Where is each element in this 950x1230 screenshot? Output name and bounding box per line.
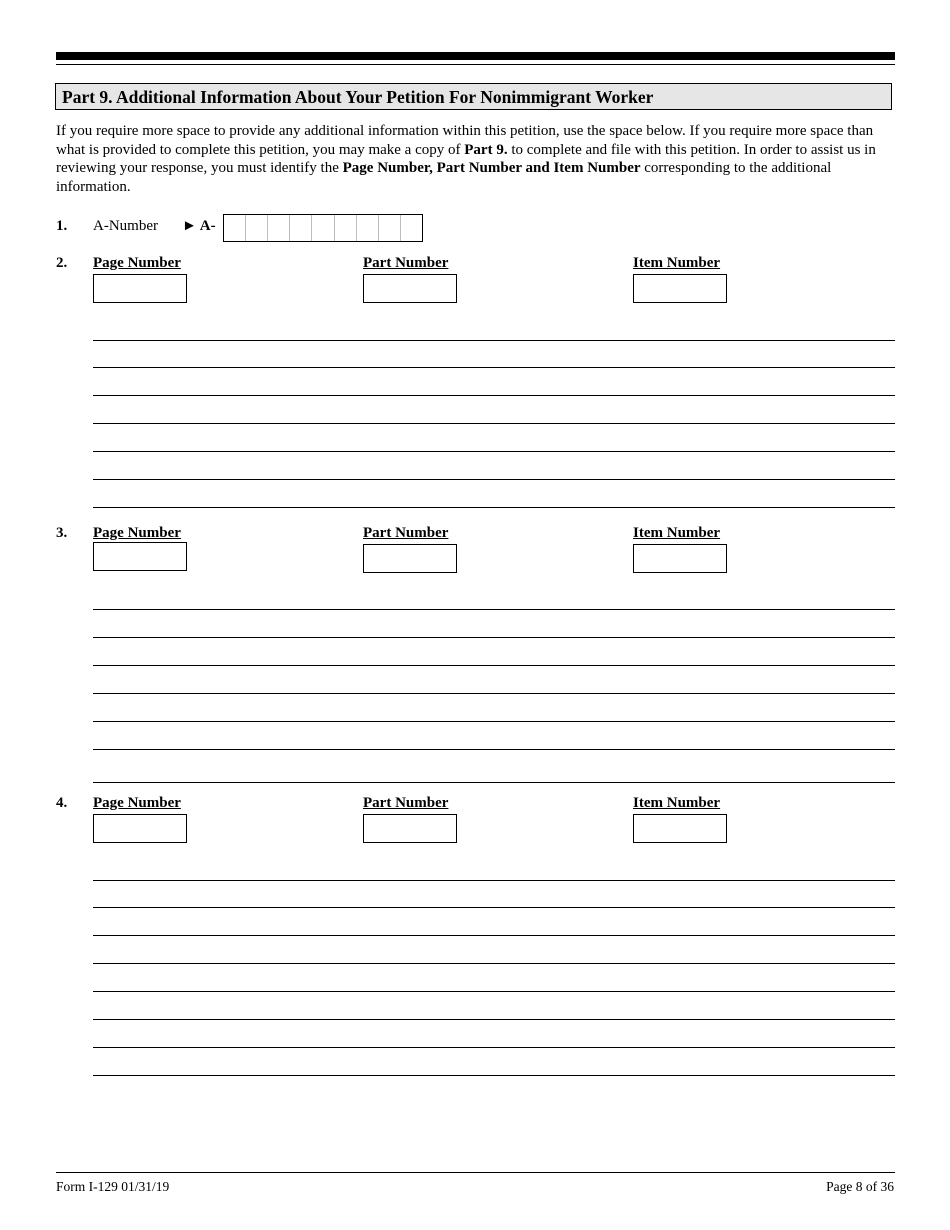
- writing-line: [93, 907, 895, 908]
- writing-line: [93, 782, 895, 783]
- item-3-part-label: Part Number: [363, 525, 449, 541]
- item-4-item-input[interactable]: [633, 814, 727, 843]
- writing-line: [93, 609, 895, 610]
- writing-line: [93, 991, 895, 992]
- item-3-page-label: Page Number: [93, 525, 181, 541]
- item-4-part-label: Part Number: [363, 795, 449, 811]
- footer-rule: [56, 1172, 895, 1173]
- a-number-digit[interactable]: [357, 215, 379, 241]
- writing-line: [93, 1075, 895, 1076]
- a-number-input[interactable]: [223, 214, 423, 242]
- writing-line: [93, 340, 895, 341]
- item-3-number: 3.: [56, 525, 68, 541]
- a-number-prefix: ► A-: [182, 218, 216, 234]
- writing-line: [93, 479, 895, 480]
- writing-line: [93, 637, 895, 638]
- item-2-item-input[interactable]: [633, 274, 727, 303]
- writing-line: [93, 693, 895, 694]
- footer-form-id: Form I-129 01/31/19: [56, 1179, 170, 1194]
- writing-line: [93, 1047, 895, 1048]
- writing-line: [93, 665, 895, 666]
- writing-line: [93, 1019, 895, 1020]
- item-2-part-input[interactable]: [363, 274, 457, 303]
- a-number-digit[interactable]: [312, 215, 334, 241]
- item-2-part-label: Part Number: [363, 255, 449, 271]
- writing-line: [93, 963, 895, 964]
- item-2-page-label: Page Number: [93, 255, 181, 271]
- item-3-item-label: Item Number: [633, 525, 721, 541]
- writing-line: [93, 451, 895, 452]
- top-rule-thick: [56, 52, 895, 60]
- a-number-digit[interactable]: [290, 215, 312, 241]
- part-header: Part 9. Additional Information About Your Petition For Nonimmigrant Worker: [55, 83, 892, 110]
- item-2-page-input[interactable]: [93, 274, 187, 303]
- writing-line: [93, 721, 895, 722]
- a-number-digit[interactable]: [224, 215, 246, 241]
- writing-line: [93, 507, 895, 508]
- a-number-digit[interactable]: [246, 215, 268, 241]
- intro-paragraph: If you require more space to provide any additional information within this petition, use the space below. If you require more space than what is provided to complete this petition, you may make a copy of Part 9. to complete and file with this petition. In order to assist us in reviewing your response, you must identify the Page Number, Part Number and Item Number corresponding to the additional information.: [56, 123, 876, 195]
- item-3-item-input[interactable]: [633, 544, 727, 573]
- a-number-digit[interactable]: [379, 215, 401, 241]
- item-1-number: 1.: [56, 218, 68, 234]
- item-2-item-label: Item Number: [633, 255, 721, 271]
- item-3-page-input[interactable]: [93, 542, 187, 571]
- writing-line: [93, 880, 895, 881]
- item-4-page-input[interactable]: [93, 814, 187, 843]
- a-number-digit[interactable]: [401, 215, 422, 241]
- item-4-item-label: Item Number: [633, 795, 721, 811]
- top-rule-thin: [56, 64, 895, 65]
- a-number-digit[interactable]: [268, 215, 290, 241]
- writing-line: [93, 367, 895, 368]
- item-2-number: 2.: [56, 255, 68, 271]
- footer-page-number: Page 8 of 36: [826, 1179, 894, 1194]
- item-4-part-input[interactable]: [363, 814, 457, 843]
- a-number-digit[interactable]: [335, 215, 357, 241]
- writing-line: [93, 423, 895, 424]
- writing-line: [93, 935, 895, 936]
- writing-line: [93, 395, 895, 396]
- item-3-part-input[interactable]: [363, 544, 457, 573]
- item-4-number: 4.: [56, 795, 68, 811]
- a-number-label: A-Number: [93, 218, 158, 234]
- item-4-page-label: Page Number: [93, 795, 181, 811]
- writing-line: [93, 749, 895, 750]
